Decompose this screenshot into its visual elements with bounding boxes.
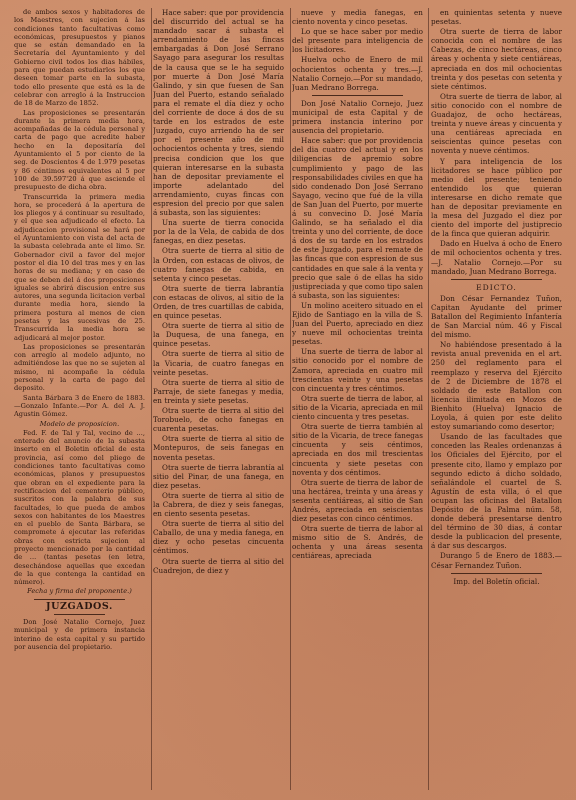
list-item: Otra suerte de tierra al sitio del Cuadrejon, de diez y <box>153 556 284 575</box>
paragraph: Transcurrida la primera media hora, se procederá á la apertura de los pliegos y á continuar su resultado, y el que sea adjudicado el efecto. La adjudicacion provisional se hará por el Ayuntamiento con vista del acta de la subasta celebrada ante el limo. Sr. Gobernador civil a favor del mejor postor el dia 10 del tras mes y en las horas de su mediana; y en caso de que se deben del á dos proposiciones iguales se abrirá discusion entre sus autores, una segunda licitacion verbal durante media hora, siendo la primera postura al menos de cien pesetas y las sucesivas de 25. Transcurrida la media hora se adjudicará al mejor postor. <box>14 192 145 342</box>
list-item: Otra suerte de tierra labrantía con estacas de olivos, al sitio de la Orden, de tres cuartillas de cabida, en quince pesetas. <box>153 283 284 321</box>
list-item: Otra suerte de tierra al sitio de la Duquesa, de una fanega, en quince pesetas. <box>153 321 284 349</box>
list-item: Otra suerte de tierra al sitio del Caballo, de una y media fanega, en diez y ocho pesetas cincuenta céntimos. <box>153 519 284 556</box>
list-item: Un molino aceitero situado en el Ejido de Santiago en la villa de S. Juan del Puerto, apreciado en diez y nueve mil ochocientas treinta pesetas. <box>292 300 423 347</box>
divider-rule <box>451 573 542 574</box>
list-item: Otra suerte de tierra de labor de una hectárea, treinta y una áreas y sesenta centiáreas, al sitio de San Andrés, apreciada en seiscientas diez pesetas con cinco céntimos. <box>292 477 423 524</box>
list-item: en quinientas setenta y nueve pesetas. <box>431 8 562 27</box>
list-item: Otra suerte de tierra al sitio de la Vicaria, de cuatro fanegas en veinte pesetas. <box>153 349 284 377</box>
signature-line: Huelva ocho de Enero de mil ochocientos ochenta y tres.—J. Natalio Cornejo.—Por su mandado, Juan Medrano Borrega. <box>292 55 423 92</box>
section-heading: JUZGADOS. <box>46 600 113 612</box>
list-item: Otra suerte de tierra al sitio de Parraje, de siete fanegas y media, en treinta y siete pesetas. <box>153 377 284 405</box>
list-item: Otra suerte de tierra labrantía al sitio del Pinar, de una fanega, en diez pesetas. <box>153 462 284 490</box>
paragraph: Y para inteligencia de los licitadores se hace público por medio del presente; teniendo entendido los que quieran interesarse en dicho remate que han de depositar previamente en la mesa del Juzgado el diez por ciento del importe del justiprecio de la finca que quieran adquirir. <box>431 156 562 239</box>
list-item: Otra suerte de tierra al sitio de la Cabrera, de diez y seis fanegas, en ciento sesenta pesetas. <box>153 490 284 519</box>
divider-rule <box>34 599 125 600</box>
paragraph: Don José Natalio Cornejo, Juez municipal y de primera instancia interino de esta capital y su partido por ausencia del propietario. <box>14 618 145 651</box>
paragraph: Lo que se hace saber por medio del presente para inteligencia de los licitadores. <box>292 27 423 55</box>
edict-heading: EDICTO. <box>476 282 517 292</box>
list-item: Otra suerte de tierra al sitio del Torobuelo, de ocho fanegas en cuarenta pesetas. <box>153 406 284 434</box>
list-item: Otra suerte de tierra de labor, al sitio conocido con el nombre de Guadajoz, de ocho hectáreas, treinta y nueve áreas y cincuenta y una centiáreas apreciada en seiscientas quince pesetas con noventa y nueve céntimos. <box>431 91 562 156</box>
paragraph: Las proposiciones se presentarán durante la primera media hora, acompañadas de la cédula personal y carta de pago que acredite haber hecho en la depositaría del Ayuntamiento el 5 por ciento de la seg. de Doscientos 4 de 1.979 pesetas y 86 céntimos equivalentes al 5 por 100 de 39.597'20 á que asciende el presupuesto de dicha obra. <box>14 108 145 192</box>
paragraph: Usando de las facultades que conceden las Reales ordenanzas á los Oficiales del Ejército, por el presente cito, llamo y emplazo por segundo edicto á dicho soldado, señalándole el cuartel de S. Agustín de esta villa, ó el que ocupan las oficinas del Batallon Depósito de la Palma núm. 58, donde deberá presentarse dentro del término de 30 dias, á contar desde la publicacion del presente, á dar sus descargos. <box>431 432 562 551</box>
list-item: Una suerte de tierra de labor al sitio conocido por el nombre de Zamora, apreciada en cuatro mil trescientas veinte y una pesetas con cincuenta y tres céntimos. <box>292 347 423 393</box>
column-4 <box>431 8 562 792</box>
signature-line: Dado en Huelva á ocho de Enero de mil ochocientos ochenta y tres.—J. Natalio Cornejo.—Por su mandado, Juan Medrano Borrega. <box>431 239 562 276</box>
list-item: Otra suerte de tierra también al sitio de la Vicaria, de trece fanegas cincuenta y seis céntimos, apreciada en dos mil trescientas cincuenta y siete pesetas con noventa y dos céntimos. <box>292 422 423 477</box>
paragraph: Fed. F. de Tal y Tal, vecino de ..., enterado del anuncio de la subasta inserto en el Boletin oficial de esta provincia, así como del pliego de condiciones tanto facultativas como económicas, planos y presupuestos que obran en el expediente para la rectificacion del cementerio público, suscritos con la palabra de sus facultades, lo que pueda de ambos sexos con habitantes de los Maestres en el pueblo de Santa Bárbara, se compromete á ejecutar las referidas obras con estricta sujecion al proyecto mencionado por la cantidad de ... (tantas pesetas (en letra, desechándose aquellas que excedan de la que contenga la cantidad en número). <box>14 428 145 587</box>
signature-note: Fecha y firma del proponente.) <box>27 587 132 596</box>
paragraph: Hace saber: que por providencia del discurrido del actual se ha mandado sacar á subasta el arrendamiento de las fincas embargadas á Don José Serrano Sayago para asegurar los resultas de la causa que se le ha seguido por muerte á Don José María Galindo, y sin que fuesen de San Juan del Puerto, estando señalado para el remate el día diez y ocho del corriente de doce á dos de su tarde en los estrados de este Juzgado, cuyo arriendo ha de ser por el presente año de mil ochocientos ochenta y tres, siendo precisa condicion que los que quieran interesarse en la subasta han de depositar previamente el importe adelantado del arrendamiento, cuyas fincas con espresion del precio por que salen á subasta, son las siguientes: <box>153 8 284 218</box>
column-3 <box>292 8 423 792</box>
paragraph: Las proposiciones se presentarán con arreglo al modelo adjunto, no admitiéndose las que no se sujeten al mismo, ni acompañe la cédula personal y la carta de pago del deposito. <box>14 342 145 393</box>
paragraph: Hace saber: que por providencia del dia cuatro del actual y en los diligencias de apremio sobre cumplimiento y pago de las responsabilidades civiles en que ha sido condenado Don José Serrano Sayago, vecino que fué de la villa de San Juan del Puerto, por muerte á su convecino D. José María Galindo, se ha señalado el dia treinta y uno del corriente, de doce á dos de su tarde en los estrados de este Juzgado, para el remate de las fincas que con espresion de sus cantidades en que sale á la venta y precio que sale ó de ellas ha sido justipreciada y que como tipo salen á subasta, son las siguientes: <box>292 136 423 300</box>
signature-line: Durango 5 de Enero de 1883.—César Fernandez Tuñon. <box>431 551 562 570</box>
printer-imprint: Imp. del Boletín oficial. <box>453 576 540 586</box>
divider-rule <box>312 95 403 96</box>
divider-rule <box>54 614 105 615</box>
column-2 <box>153 8 284 792</box>
paragraph: Don César Fernandez Tuñon, Capitan Ayudante del primer Batallon del Regimiento Infantería de San Marcial núm. 46 y Fiscal del mismo. <box>431 293 562 340</box>
paragraph: de ambos sexos y habitadores de los Maestres, con sujecion á las condiciones tanto facultativas como económicas, presupuestos y pianos que se están demandado en la Secretaría del Ayuntamiento y del Gobierno civil todos los dias hábiles, para que puedan estudiarlos los que deseen tomar parte en la subasta, todo ello presente que está es la de celebrar con arreglo á la Instruccion de 18 de Marzo de 1852. <box>14 8 145 108</box>
list-item: Otra suerte de tierra de labor al mismo sitio de S. Andrés, de ochenta y una áreas sesenta centiáreas, apreciada <box>292 524 423 561</box>
paragraph: No habiéndose presentado á la revista anual prevenida en el art. 250 del reglamento para el reemplazo y reserva del Ejército de 2 de Diciembre de 1878 el soldado de este Batallon con licencia ilimitada en Mozos de Bienhito (Huelva) Ignacio de Loyola, á quien por este delito estoy sumariando como desertor; <box>431 340 562 432</box>
list-item: Otra suerte de tierra al sitio de Montepuros, de seis fanegas en noventa pesetas. <box>153 434 284 462</box>
signature-line: Santa Bárbara 3 de Enero de 1883.—Gonzalo Infante.—Por A. del A. J. Agustin Gómez. <box>14 393 145 419</box>
list-item: Otra suerte de tierra de labor conocida con el nombre de las Cabezas, de cinco hectáreas, cinco áreas y ochenta y siete centiáreas, apreciada en dos mil ochocientas treinta y dos pesetas con setenta y siete céntimos. <box>431 27 562 91</box>
model-title: Modelo de proposicion. <box>39 419 120 428</box>
divider-rule <box>451 279 542 280</box>
list-item: Una suerte de tierra conocida por la de la Vela, de cabida de dos fanegas, en diez pesetas. <box>153 218 284 246</box>
list-item: Otra suerte de tierra al sitio de la Orden, con estacas de olivos, de cuatro fanegas de cabida, en setenta y cinco pesetas. <box>153 246 284 283</box>
list-item: Otra suerte de tierra de labor, al sitio de la Vicaria, apreciada en mil ciento cincuenta y tres pesetas. <box>292 393 423 422</box>
paragraph: nueve y media fanegas, en ciento noventa y cinco pesetas. <box>292 8 423 27</box>
paragraph: Don José Natalio Cornejo, Juez municipal de esta Capital y de primera instancia interino por ausencia del propietario. <box>292 98 423 136</box>
columns <box>14 8 562 792</box>
column-1 <box>14 8 145 792</box>
